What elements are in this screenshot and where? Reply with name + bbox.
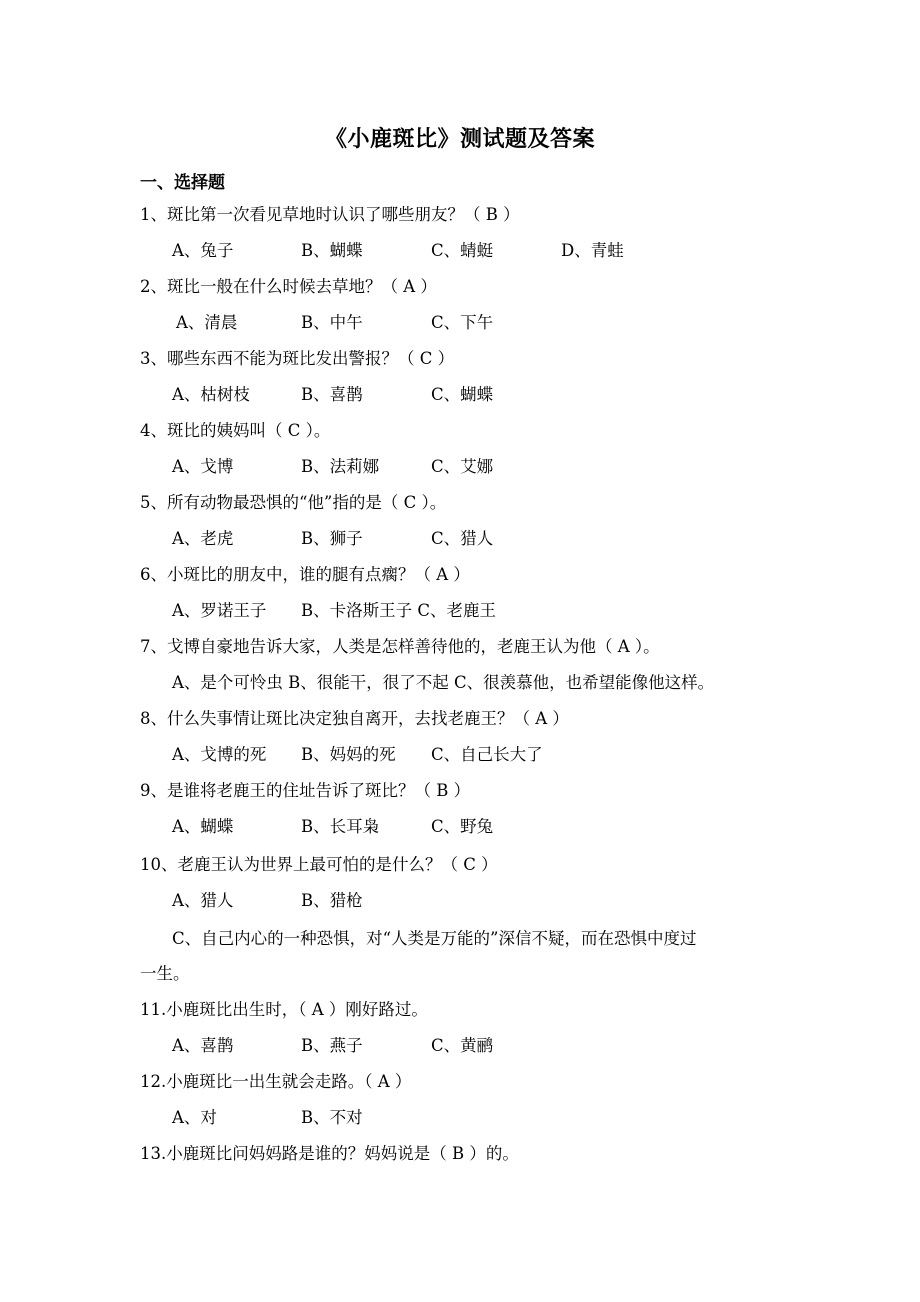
question-1: 1、斑比第一次看见草地时认识了哪些朋友？（ B ） bbox=[140, 205, 520, 224]
options-3 bbox=[0, 384, 920, 406]
option-c: C、野兔 bbox=[431, 817, 494, 836]
options-2 bbox=[0, 312, 920, 334]
question-2: 2、斑比一般在什么时候去草地？（ A ） bbox=[140, 277, 437, 296]
option-c: C、黄鹂 bbox=[431, 1036, 494, 1055]
option-d: D、青蛙 bbox=[561, 241, 624, 260]
question-5: 5、所有动物最恐惧的“他”指的是（ C ）。 bbox=[140, 493, 447, 512]
option-b: B、妈妈的死 bbox=[301, 745, 396, 764]
option-c: C、蜻蜓 bbox=[431, 241, 494, 260]
option-a: A、戈博的死 bbox=[172, 745, 267, 764]
options-6 bbox=[0, 600, 920, 622]
option-a: A、老虎 bbox=[172, 529, 234, 548]
option-a: A、枯树枝 bbox=[172, 385, 250, 404]
option-c: C、自己长大了 bbox=[431, 745, 543, 764]
option-c: C、蝴蝶 bbox=[431, 385, 494, 404]
option-b: B、卡洛斯王子 C、老鹿王 bbox=[301, 601, 496, 620]
option-b: B、长耳枭 bbox=[301, 817, 380, 836]
question-12: 12.小鹿斑比一出生就会走路。（ A ） bbox=[140, 1072, 412, 1091]
option-a: A、清晨 bbox=[176, 313, 238, 332]
question-6: 6、小斑比的朋友中，谁的腿有点瘸？（ A ） bbox=[140, 565, 470, 584]
section-heading: 一、选择题 bbox=[140, 173, 225, 193]
option-a: A、猎人 bbox=[172, 891, 234, 910]
options-10 bbox=[0, 890, 920, 912]
question-9: 9、是谁将老鹿王的住址告诉了斑比？（ B ） bbox=[140, 781, 471, 800]
options-9 bbox=[0, 816, 920, 838]
option-b: B、狮子 bbox=[301, 529, 363, 548]
option-b: B、不对 bbox=[301, 1108, 363, 1127]
option-a: A、兔子 bbox=[172, 241, 234, 260]
question-10: 10、老鹿王认为世界上最可怕的是什么？（ C ） bbox=[140, 855, 498, 874]
option-a: A、罗诺王子 bbox=[172, 601, 267, 620]
question-8: 8、什么失事情让斑比决定独自离开，去找老鹿王？（ A ） bbox=[140, 709, 569, 728]
page-title: 《小鹿斑比》测试题及答案 bbox=[324, 126, 595, 152]
option-b: B、法莉娜 bbox=[301, 457, 380, 476]
option-c: C、艾娜 bbox=[431, 457, 494, 476]
option-a: A、喜鹊 bbox=[172, 1036, 234, 1055]
option-b: B、中午 bbox=[301, 313, 363, 332]
option-c: C、猎人 bbox=[431, 529, 494, 548]
option-c-line-1: C、自己内心的一种恐惧，对“人类是万能的”深信不疑，而在恐惧中度过 bbox=[172, 929, 697, 948]
option-c-line-2: 一生。 bbox=[140, 964, 190, 983]
options-5 bbox=[0, 528, 920, 550]
question-11: 11.小鹿斑比出生时，（ A ）刚好路过。 bbox=[140, 1000, 428, 1019]
options-8 bbox=[0, 744, 920, 766]
options-4 bbox=[0, 456, 920, 478]
option-b: B、燕子 bbox=[301, 1036, 363, 1055]
question-3: 3、哪些东西不能为斑比发出警报？（ C ） bbox=[140, 349, 455, 368]
option-b: B、猎枪 bbox=[301, 891, 363, 910]
option-a: A、对 bbox=[172, 1108, 217, 1127]
question-7: 7、戈博自豪地告诉大家，人类是怎样善待他的，老鹿王认为他（ A ）。 bbox=[140, 637, 660, 656]
options-12 bbox=[0, 1107, 920, 1129]
option-b: B、蝴蝶 bbox=[301, 241, 363, 260]
option-a: A、蝴蝶 bbox=[172, 817, 234, 836]
options-1 bbox=[0, 240, 920, 262]
option-a: A、戈博 bbox=[172, 457, 234, 476]
option-b: B、喜鹊 bbox=[301, 385, 363, 404]
option-c: C、下午 bbox=[431, 313, 494, 332]
question-4: 4、斑比的姨妈叫（ C ）。 bbox=[140, 421, 331, 440]
options-7: A、是个可怜虫 B、很能干，很了不起 C、很羡慕他，也希望能像他这样。 bbox=[172, 673, 715, 692]
options-11 bbox=[0, 1035, 920, 1057]
question-13: 13.小鹿斑比问妈妈路是谁的？妈妈说是（ B ）的。 bbox=[140, 1144, 519, 1163]
